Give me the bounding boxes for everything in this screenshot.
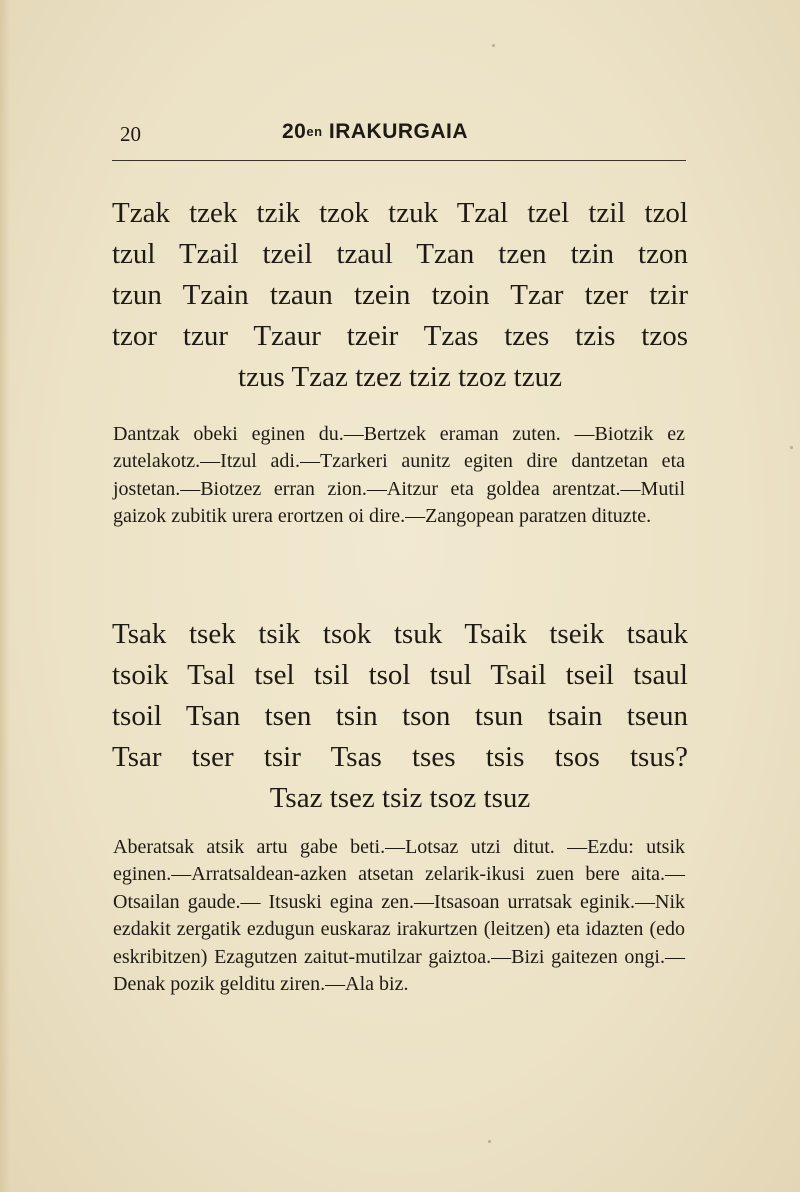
syllable-line: tzus Tzaz tzez tziz tzoz tzuz <box>238 361 562 393</box>
syllable-line: tzul Tzail tzeil tzaul Tzan tzen tzin tzon <box>112 238 688 270</box>
reading-paragraph-tz: Dantzak obeki eginen du.—Bertzek eraman zuten. —Biotzik ez zutelakotz.—Itzul adi.—Tzarkeri aunitz egiten dire dantzetan eta jostetan.—Biotzez erran zion.—Aitzur eta goldea arentzat.—Mutil gaizok zubitik urera erortzen oi dire.—Zangopean paratzen dituzte. <box>113 423 685 528</box>
syllable-block-tz <box>112 193 688 398</box>
paper-speck <box>492 44 495 47</box>
page-edge-shadow <box>0 0 10 1192</box>
running-title <box>282 120 468 144</box>
syllable-line: Tsar tser tsir Tsas tses tsis tsos tsus? <box>112 741 688 773</box>
paper-speck <box>790 446 793 449</box>
syllable-line: tsoik Tsal tsel tsil tsol tsul Tsail tseil tsaul <box>112 659 688 691</box>
reading-paragraph-ts: Aberatsak atsik artu gabe beti.—Lotsaz utzi ditut. —Ezdu: utsik eginen.—Arratsaldean-azken atsetan zelarik-ikusi zuen bere aita.—Otsailan gaude.— Itsuski egina zen.—Itsasoan urratsak eginik.—Nik ezdakit zergatik ezdugun euskaraz irakurtzen (leitzen) eta idazten (edo eskribitzen) Ezagutzen zaitut-mutilzar gaiztoa.—Bizi gaitezen ongi.—Denak pozik gelditu ziren.—Ala biz. <box>113 836 685 996</box>
syllable-block-ts <box>112 614 688 819</box>
syllable-line: Tsaz tsez tsiz tsoz tsuz <box>269 782 531 814</box>
title-number: 20 <box>282 120 307 143</box>
syllable-line: Tsak tsek tsik tsok tsuk Tsaik tseik tsauk <box>112 618 688 650</box>
page-header <box>112 120 688 154</box>
paper-speck <box>488 1140 491 1143</box>
syllable-line: tzun Tzain tzaun tzein tzoin Tzar tzer tzir <box>112 279 688 311</box>
page-number: 20 <box>120 122 141 146</box>
syllable-line: Tzak tzek tzik tzok tzuk Tzal tzel tzil tzol <box>112 197 688 229</box>
title-word: IRAKURGAIA <box>328 120 469 143</box>
syllable-line: tsoil Tsan tsen tsin tson tsun tsain tseun <box>112 700 688 732</box>
title-suffix: en <box>306 124 323 139</box>
syllable-line: tzor tzur Tzaur tzeir Tzas tzes tzis tzos <box>112 320 688 352</box>
header-rule <box>112 160 686 161</box>
